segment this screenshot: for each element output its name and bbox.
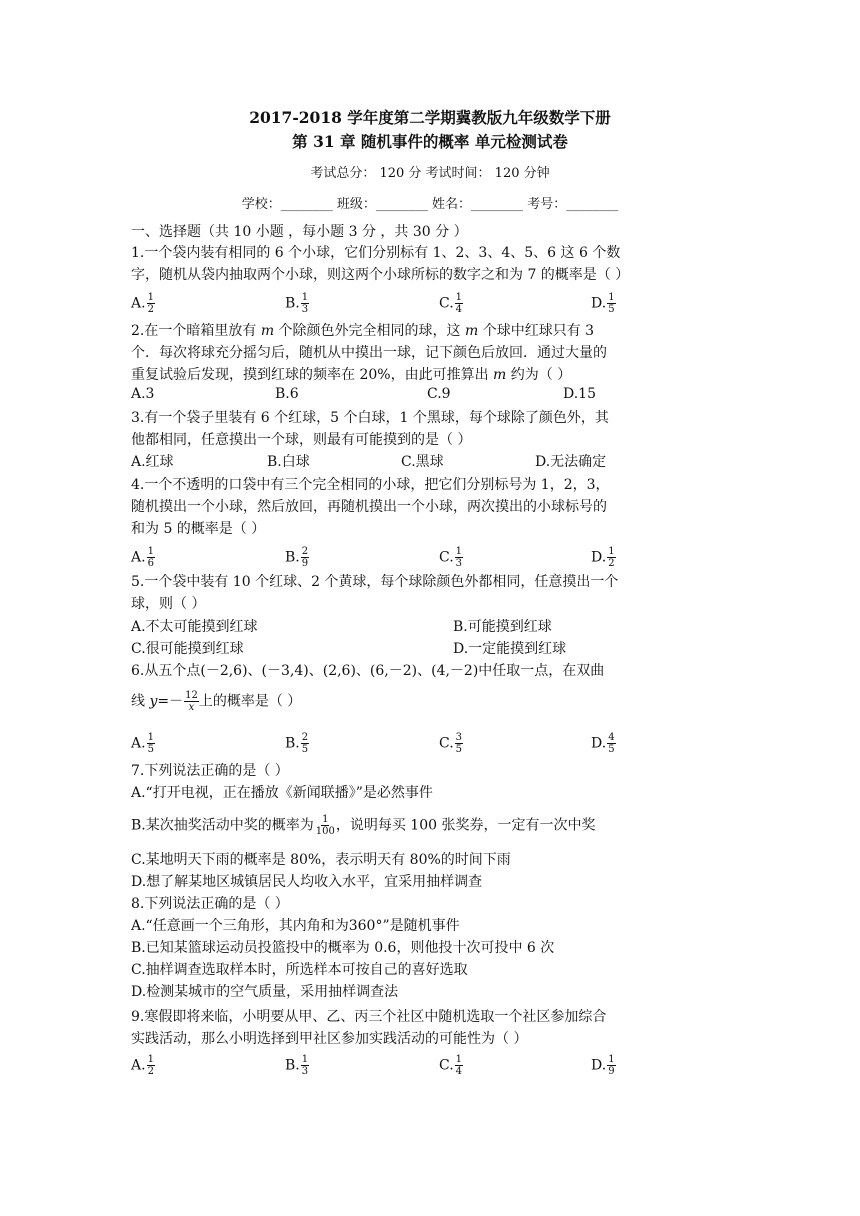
option-c: C.很可能摸到红球 xyxy=(131,641,244,657)
question-6 xyxy=(131,660,751,682)
option-c: C. $\frac{3}{5}$ xyxy=(439,732,463,755)
question-7 xyxy=(131,760,751,804)
option-d: D.一定能摸到红球 xyxy=(453,641,567,657)
question-2 xyxy=(131,320,751,386)
question-line: 7.下列说法正确的是（ ） xyxy=(131,763,289,779)
question-line: 9.寒假即将来临，小明要从甲、乙、丙三个社区中随机选取一个社区参加综合 xyxy=(131,1009,607,1025)
exam-title-line2: 第 31 章 随机事件的概率 单元检测试卷 xyxy=(292,132,568,151)
question-line: 5.一个袋中装有 10 个红球、2 个黄球，每个球除颜色外都相同，任意摸出一个 xyxy=(131,574,619,590)
option-b: B. $\frac{1}{3}$ xyxy=(285,1054,309,1077)
question-line: 3.有一个袋子里装有 6 个红球，5 个白球，1 个黑球，每个球除了颜色外，其 xyxy=(131,410,609,426)
option-c: C. $\frac{1}{4}$ xyxy=(439,1054,463,1077)
option-d: D.15 xyxy=(563,386,596,402)
question-5 xyxy=(131,571,751,615)
question-3 xyxy=(131,407,751,451)
option-b: B. $\frac{1}{3}$ xyxy=(285,292,309,315)
exam-info: 考试总分： 120 分 考试时间： 120 分钟 xyxy=(310,166,550,181)
question-5-options-row1 xyxy=(131,616,751,638)
option-a: A.不太可能摸到红球 xyxy=(131,619,258,635)
option-d: D. $\frac{1}{2}$ xyxy=(591,546,615,569)
question-7-options-cd xyxy=(131,849,751,893)
question-line: 8.下列说法正确的是（ ） xyxy=(131,896,289,912)
question-line: 实践活动，那么小明选择到甲社区参加实践活动的可能性为（ ） xyxy=(131,1031,528,1047)
option-a: A. $\frac{1}{5}$ xyxy=(131,732,154,755)
option-b: B. $\frac{2}{9}$ xyxy=(285,546,309,569)
question-5-options-row2 xyxy=(131,638,751,660)
question-6-line2: 线 y=－ $\frac{12}{x}$ 上的概率是（ ） xyxy=(131,690,302,713)
question-line: 他都相同，任意摸出一个球，则最有可能摸到的是（ ） xyxy=(131,432,472,448)
question-3-options xyxy=(131,451,751,473)
section-heading: 一、选择题（共 10 小题 ，每小题 3 分 ，共 30 分 ） xyxy=(131,224,468,240)
option-a: A.3 xyxy=(131,386,155,402)
option-b: B.可能摸到红球 xyxy=(453,619,552,635)
option-c: C. $\frac{1}{3}$ xyxy=(439,546,463,569)
question-line: 6.从五个点(－2,6)、(－3,4)、(2,6)、(6,－2)、(4,－2)中任取一点，在双曲 xyxy=(131,663,605,679)
option-d: D.想了解某地区城镇居民人均收入水平，宜采用抽样调查 xyxy=(131,874,483,890)
question-line: 4.一个不透明的口袋中有三个完全相同的小球，把它们分别标号为 1，2，3， xyxy=(131,477,610,493)
question-1-options xyxy=(131,292,751,314)
question-line: 重复试验后发现，摸到红球的频率在 20%，由此可推算出 m 约为（ ） xyxy=(131,367,572,383)
question-line: 2.在一个暗箱里放有 m 个除颜色外完全相同的球，这 m 个球中红球只有 3 xyxy=(131,323,595,339)
question-6-options xyxy=(131,732,751,754)
option-b: B.已知某篮球运动员投篮投中的概率为 0.6，则他投十次可投中 6 次 xyxy=(131,940,555,956)
student-info: 学校：________ 班级：________ 姓名：________ 考号：________ xyxy=(241,197,619,212)
question-line: 球，则（ ） xyxy=(131,596,206,612)
option-c: C.抽样调查选取样本时，所选样本可按自己的喜好选取 xyxy=(131,962,468,978)
question-2-options xyxy=(131,386,751,408)
question-9-options xyxy=(131,1054,751,1076)
option-d: D. $\frac{4}{5}$ xyxy=(591,732,615,755)
option-d: D.无法确定 xyxy=(535,454,607,470)
option-c: C.黑球 xyxy=(401,454,444,470)
option-a: A.“打开电视，正在播放《新闻联播》”是必然事件 xyxy=(131,785,433,801)
option-b: B.白球 xyxy=(267,454,310,470)
option-d: D. $\frac{1}{9}$ xyxy=(591,1054,615,1077)
question-8 xyxy=(131,893,751,1003)
question-line: 和为 5 的概率是（ ） xyxy=(131,521,266,537)
question-1 xyxy=(131,242,751,286)
question-4 xyxy=(131,474,751,540)
exam-title-line1: 2017-2018 学年度第二学期冀教版九年级数学下册 xyxy=(249,108,611,127)
question-line: 随机摸出一个小球，然后放回，再随机摸出一个小球，两次摸出的小球标号的 xyxy=(131,499,607,515)
option-a: A.“任意画一个三角形，其内角和为360°”是随机事件 xyxy=(131,918,460,934)
option-c: C. $\frac{1}{4}$ xyxy=(439,292,463,315)
question-7-option-b: B.某次抽奖活动中奖的概率为 $\frac{1}{100}$ ，说明每买 100 张奖券，一定有一次中奖 xyxy=(131,814,596,837)
question-9 xyxy=(131,1006,751,1050)
question-line: 1.一个袋内装有相同的 6 个小球，它们分别标有 1、2、3、4、5、6 这 6 个数 xyxy=(131,245,621,261)
question-line: 字，随机从袋内抽取两个小球，则这两个小球所标的数字之和为 7 的概率是（ ） xyxy=(131,267,630,283)
option-d: D.检测某城市的空气质量，采用抽样调查法 xyxy=(131,984,399,1000)
option-a: A. $\frac{1}{2}$ xyxy=(131,1054,154,1077)
option-c: C.9 xyxy=(427,386,451,402)
option-c: C.某地明天下雨的概率是 80%，表示明天有 80%的时间下雨 xyxy=(131,852,511,868)
question-4-options xyxy=(131,546,751,568)
question-line: 个．每次将球充分摇匀后，随机从中摸出一球，记下颜色后放回．通过大量的 xyxy=(131,345,607,361)
option-b: B.6 xyxy=(275,386,299,402)
option-b: B. $\frac{2}{5}$ xyxy=(285,732,309,755)
option-a: A.红球 xyxy=(131,454,174,470)
option-a: A. $\frac{1}{6}$ xyxy=(131,546,154,569)
option-d: D. $\frac{1}{5}$ xyxy=(591,292,615,315)
option-a: A. $\frac{1}{2}$ xyxy=(131,292,154,315)
